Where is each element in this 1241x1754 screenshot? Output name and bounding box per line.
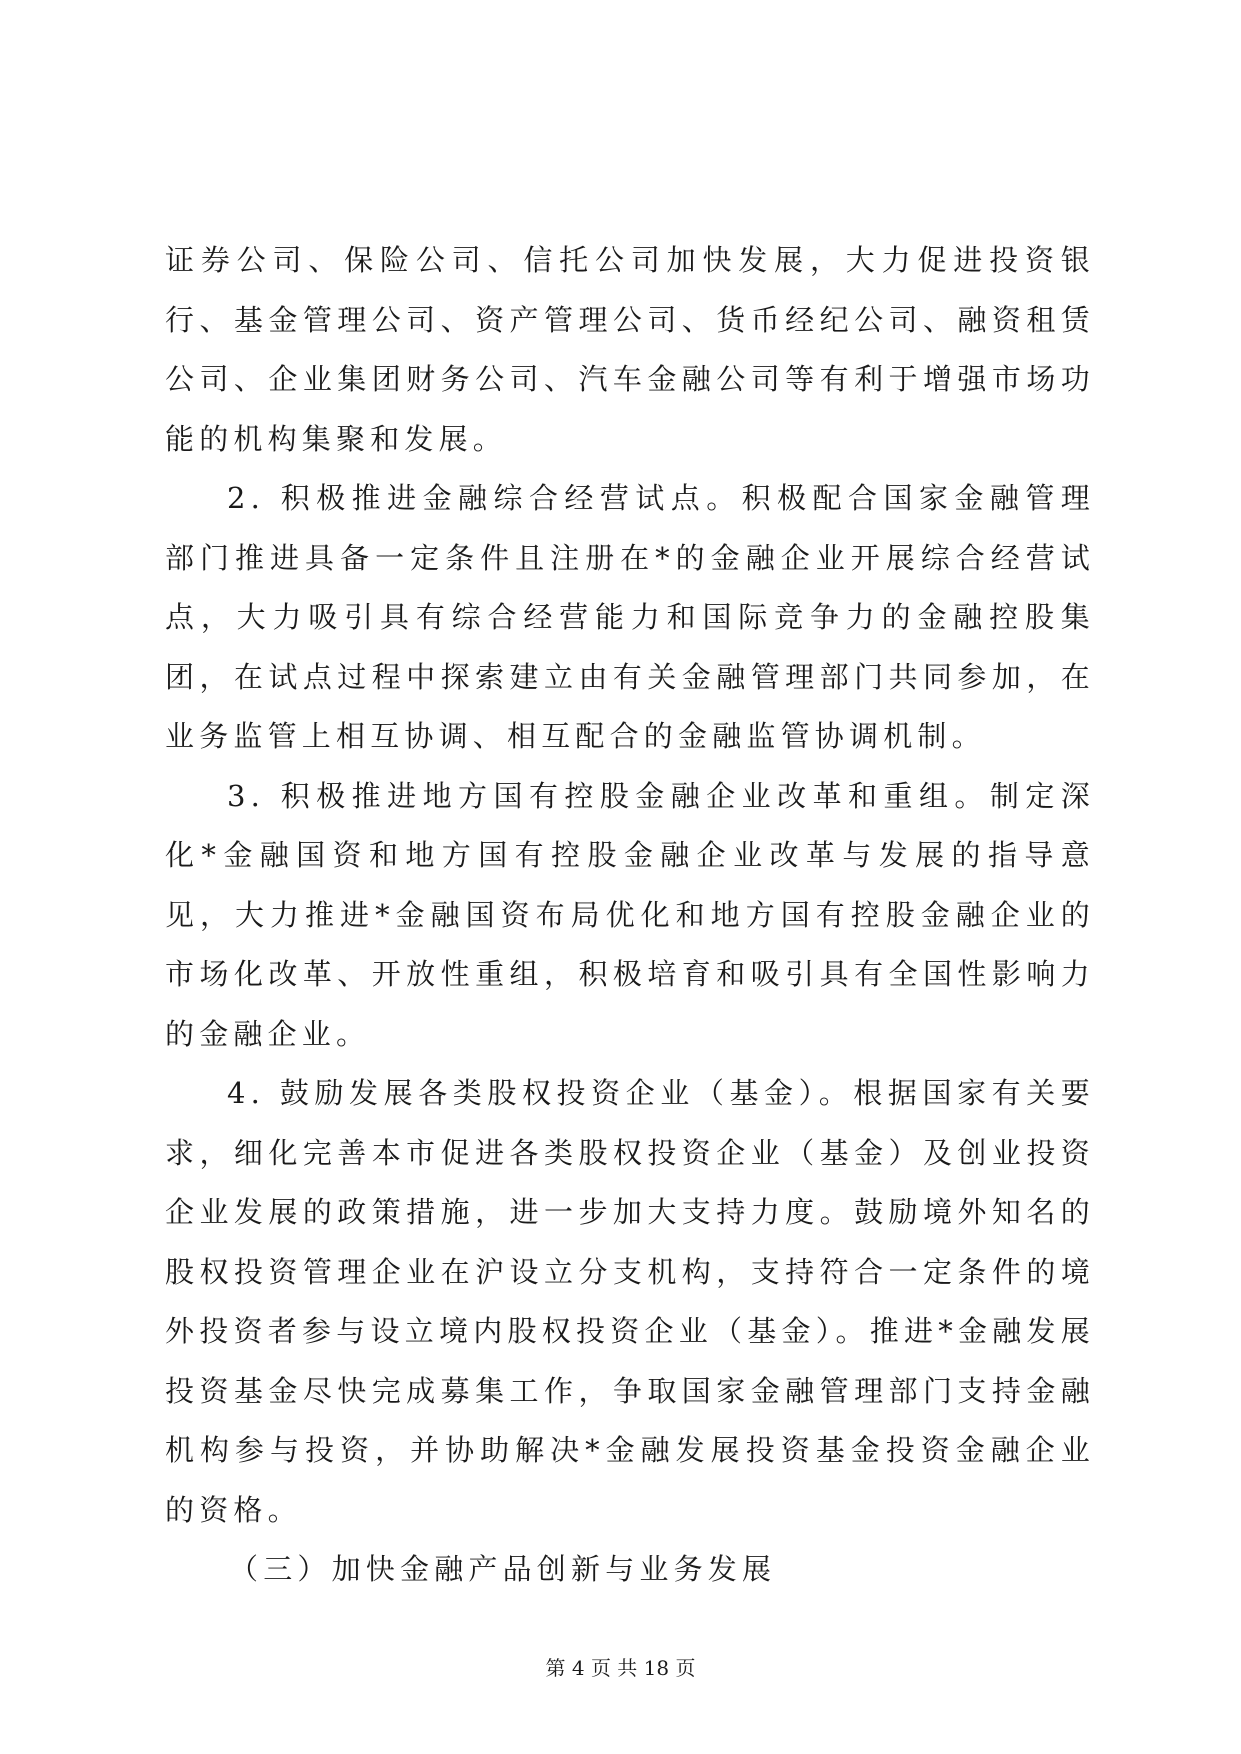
paragraph-continuation: 证券公司、保险公司、信托公司加快发展，大力促进投资银行、基金管理公司、资产管理公司、货币经纪公司、融资租赁公司、企业集团财务公司、汽车金融公司等有利于增强市场功能的机构集聚和发展。 [165, 243, 1095, 456]
section-heading: （三）加快金融产品创新与业务发展 [229, 1552, 777, 1586]
paragraph-item-3: 3. 积极推进地方国有控股金融企业改革和重组。制定深化*金融国资和地方国有控股金融企业改革与发展的指导意见，大力推进*金融国资布局优化和地方国有控股金融企业的市场化改革、开放性重组，积极培育和吸引具有全国性影响力的金融企业。 [165, 778, 1095, 1051]
document-body [165, 231, 1095, 1600]
paragraph-item-4: 4. 鼓励发展各类股权投资企业（基金）。根据国家有关要求，细化完善本市促进各类股权投资企业（基金）及创业投资企业发展的政策措施，进一步加大支持力度。鼓励境外知名的股权投资管理企业在沪设立分支机构，支持符合一定条件的境外投资者参与设立境内股权投资企业（基金）。推进*金融发展投资基金尽快完成募集工作，争取国家金融管理部门支持金融机构参与投资，并协助解决*金融发展投资基金投资金融企业的资格。 [165, 1076, 1095, 1527]
page-footer [0, 1652, 1241, 1681]
paragraph-item-2: 2. 积极推进金融综合经营试点。积极配合国家金融管理部门推进具备一定条件且注册在*的金融企业开展综合经营试点，大力吸引具有综合经营能力和国际竞争力的金融控股集团，在试点过程中探索建立由有关金融管理部门共同参加，在业务监管上相互协调、相互配合的金融监管协调机制。 [165, 481, 1095, 753]
page-number: 第 4 页 共 18 页 [545, 1656, 696, 1680]
